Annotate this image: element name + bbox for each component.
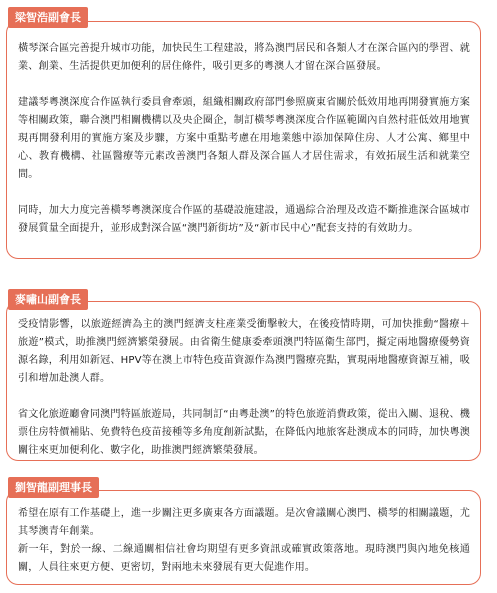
- section-1-paragraph-3: 同時，加大力度完善橫琴粵澳深度合作區的基礎設施建設，通過綜合治理及改造不斷推進深合區城市發展質量全面提升，並形成對深合區“澳門新街坊”及“新市民中心”配套支持的有效助力。: [18, 205, 470, 234]
- section-3-paragraph-1: 希望在原有工作基礎上，進一步關注更多廣東各方面議題。是次會議關心澳門、橫琴的相關議題，尤其琴澳青年創業。: [18, 508, 470, 537]
- section-card-1: [6, 21, 481, 259]
- section-2-paragraph-1: 受疫情影響，以旅遊經濟為主的澳門經濟支柱產業受衝擊較大，在後疫情時期，可加快推動“醫療＋旅遊”模式，助推澳門經濟繁榮發展。由省衛生健康委牽頭澳門特區衛生部門，擬定兩地醫療優勢資源名錄，利用如新冠、HPV等在澳上市特色疫苗資源作為澳門醫療亮點，實現兩地醫療資源互補，吸引和增加赴澳人群。: [18, 319, 470, 384]
- section-title-2: 麥嘯山副會長: [8, 289, 88, 310]
- section-1-paragraph-2: 建議琴粵澳深度合作區執行委員會牽頭，組織相關政府部門參照廣東省關於低效用地再開發實施方案等相關政策，聯合澳門相關機構以及央企圈企，制訂橫琴粵澳深度合作區範圍內自然村莊低效用地實現再開發利用的實施方案及步驟，方案中重點考慮在用地業態中添加保障住房、人才公寓、鄉里中心、教育機構、社區醫療等元素改善澳門各類人群及深合區人才居住需求，有效拓展生活和就業空間。: [18, 97, 470, 180]
- section-3-paragraph-2: 新一年，對於一線、二線通關相信社會均期望有更多資訊或確實政策落地。現時澳門與內地免核通關，人員往來更方便、更密切，對兩地未來發展有更大促進作用。: [18, 544, 470, 573]
- section-2-paragraph-2: 省文化旅遊廳會同澳門特區旅遊局，共同制訂“由粵赴澳”的特色旅遊消費政策，從出入關、退稅、機票住房特價補貼、免費特色疫苗接種等多角度創新試點，在降低內地旅客赴澳成本的同時，加快粵澳關往來更加便利化、數字化，助推澳門經濟繁榮發展。: [18, 409, 470, 456]
- section-card-2: [6, 301, 481, 461]
- section-title-3: 劉智龍副理事長: [8, 477, 99, 498]
- section-card-3: [6, 490, 481, 585]
- section-1-paragraph-1: 橫琴深合區完善提升城市功能，加快民生工程建設，將為澳門居民和各類人才在深合區內的學習、就業、創業、生活提供更加便利的居住條件，吸引更多的粵澳人才留在深合區發展。: [18, 43, 470, 72]
- section-title-1: 梁智浩副會長: [8, 7, 88, 28]
